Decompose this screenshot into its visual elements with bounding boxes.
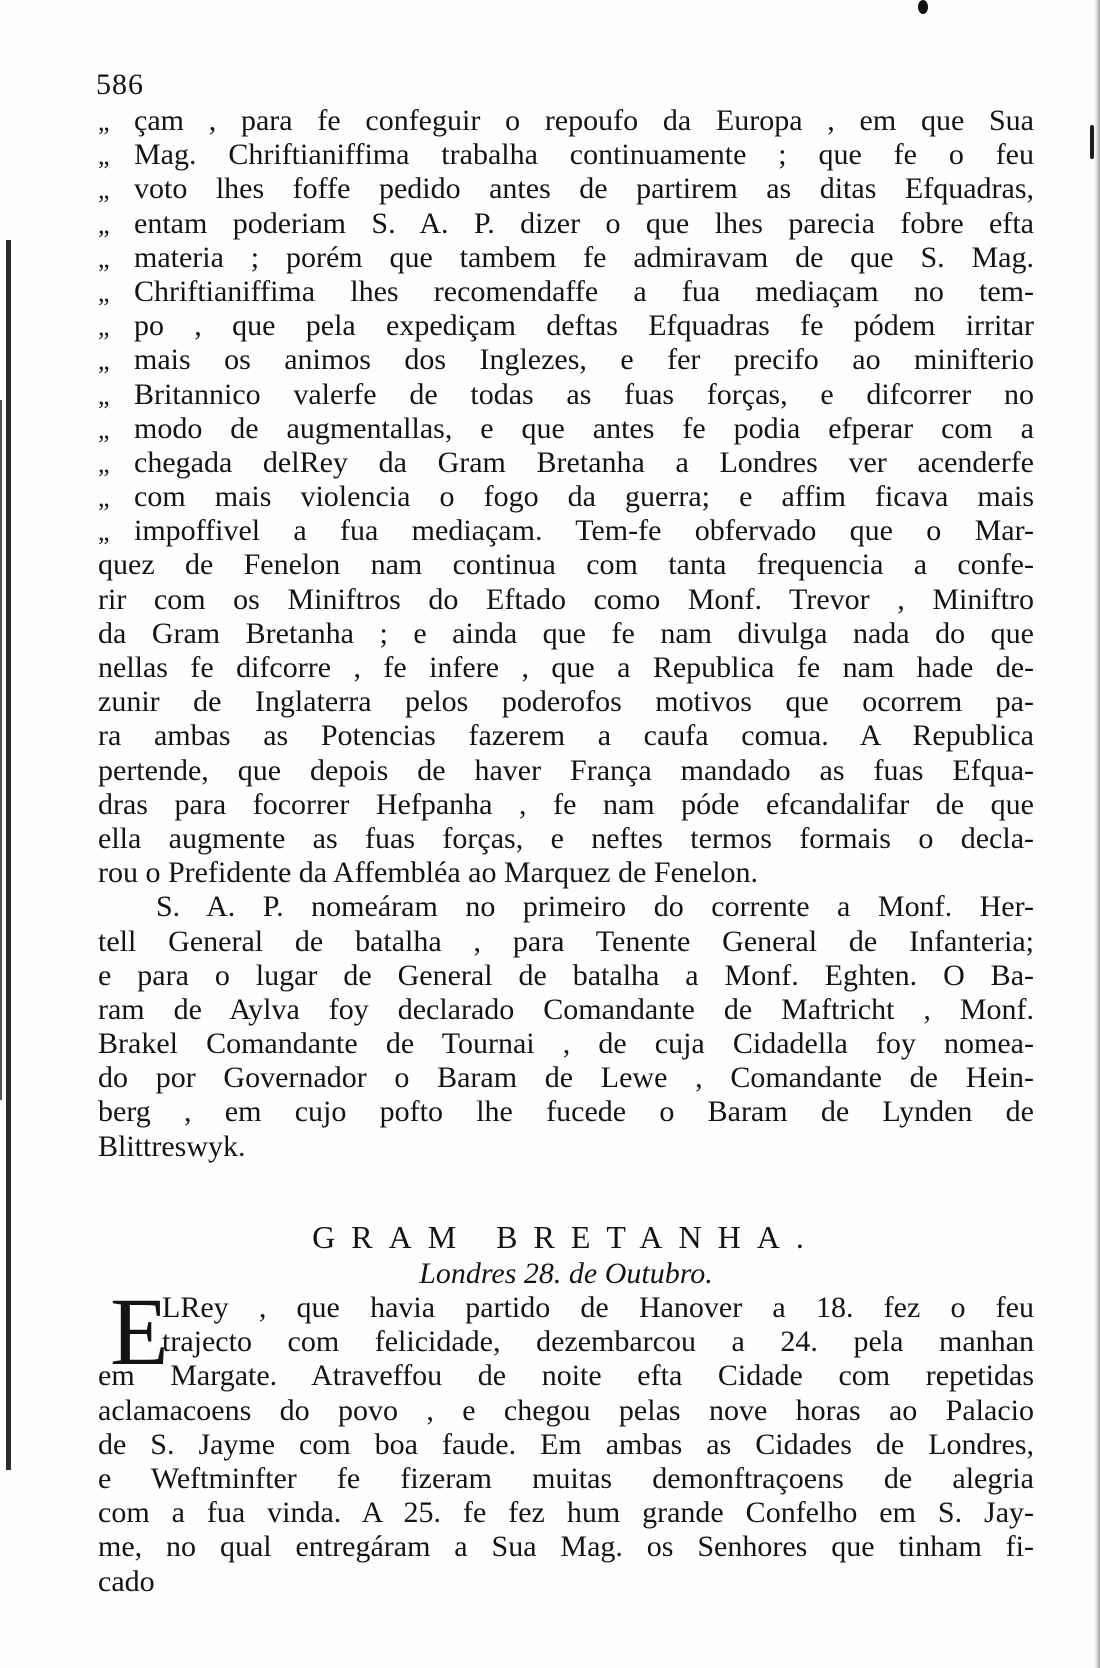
text-line xyxy=(98,343,1034,377)
text-line xyxy=(98,1325,1034,1359)
line-text: dras para focorrer Hefpanha , fe nam póde efcandalifar de que xyxy=(98,787,1034,821)
page-edge-shadow xyxy=(1094,0,1100,1668)
line-text: em Margate. Atraveffou de noite efta Cidade com repetidas xyxy=(98,1359,1034,1393)
text-line xyxy=(98,788,1034,822)
section-text xyxy=(98,1291,1034,1599)
text-line xyxy=(98,685,1034,719)
line-text: e Weftminfter fe fizeram muitas demonftraçoens de alegria xyxy=(98,1461,1034,1495)
text-line xyxy=(98,1061,1034,1095)
text-line xyxy=(98,993,1034,1027)
text-line xyxy=(98,754,1034,788)
text-line xyxy=(98,1428,1034,1462)
drop-cap: E xyxy=(110,1278,169,1385)
text-line xyxy=(98,890,1034,924)
line-text: çam , para fe confeguir o repoufo da Europa , em que Sua xyxy=(134,104,1034,137)
quote-mark: „ xyxy=(98,312,110,342)
text-line xyxy=(98,856,1034,890)
line-text: zunir de Inglaterra pelos poderofos motivos que ocorrem pa- xyxy=(98,685,1034,719)
line-text: com mais violencia o fogo da guerra; e affim ficava mais xyxy=(134,480,1034,514)
text-line xyxy=(98,138,1034,172)
text-line xyxy=(98,925,1034,959)
line-text: com a fua vinda. A 25. fe fez hum grande Confelho em S. Jay- xyxy=(98,1496,1034,1530)
text-line xyxy=(98,548,1034,582)
quoted-passage xyxy=(98,104,1034,548)
line-text: entam poderiam S. A. P. dizer o que lhes parecia fobre efta xyxy=(134,206,1034,240)
line-text: rir com os Miniftros do Eftado como Monf. Trevor , Miniftro xyxy=(98,582,1034,616)
line-text: Brakel Comandante de Tournai , de cuja Cidadella foy nomea- xyxy=(98,1027,1034,1061)
line-text: ram de Aylva foy declarado Comandante de Maftricht , Monf. xyxy=(98,992,1034,1026)
text-line xyxy=(98,1565,1034,1599)
text-line xyxy=(98,1496,1034,1530)
line-text: e para o lugar de General de batalha a Monf. Eghten. O Ba- xyxy=(98,958,1034,992)
line-text: ella augmente as fuas forças, e neftes termos formais o decla- xyxy=(98,821,1034,855)
line-text: trajecto com felicidade, dezembarcou a 24. pela manhan xyxy=(162,1325,1034,1359)
quote-mark: „ xyxy=(98,243,110,273)
text-line xyxy=(98,1462,1034,1496)
text-line xyxy=(98,583,1034,617)
text-line xyxy=(98,1095,1034,1129)
text-line xyxy=(98,1530,1034,1564)
text-line xyxy=(98,1291,1034,1325)
line-text: pertende, que depois de haver França mandado as fuas Efqua- xyxy=(98,753,1034,787)
scan-edge-mark-thin xyxy=(0,400,2,1100)
text-line xyxy=(98,822,1034,856)
text-line xyxy=(98,480,1034,514)
quote-mark: „ xyxy=(98,346,110,376)
quote-mark: „ xyxy=(98,517,110,547)
text-line xyxy=(98,172,1034,206)
text-line xyxy=(98,651,1034,685)
line-text: nellas fe difcorre , fe infere , que a Republica fe nam hade de- xyxy=(98,651,1034,684)
quote-mark: „ xyxy=(98,448,110,478)
text-line xyxy=(98,1130,1034,1164)
text-line xyxy=(98,207,1034,241)
paragraph-continuation xyxy=(98,548,1034,890)
section-heading: GRAM BRETANHA. xyxy=(312,1219,820,1255)
scan-edge-mark xyxy=(6,240,11,1470)
line-text: Chriftianiffima lhes recomendaffe a fua mediaçam no tem- xyxy=(134,274,1034,308)
text-line xyxy=(98,378,1034,412)
text-line xyxy=(98,412,1034,446)
quote-mark: „ xyxy=(98,414,110,444)
line-text: po , que pela expediçam deftas Efquadras fe pódem irritar xyxy=(134,309,1034,343)
text-line xyxy=(98,275,1034,309)
quote-mark: „ xyxy=(98,107,110,136)
line-text: ra ambas as Potencias fazerem a caufa comua. A Republica xyxy=(98,719,1034,753)
line-text: chegada delRey da Gram Bretanha a Londres ver acenderfe xyxy=(134,445,1034,479)
line-text: cado xyxy=(98,1564,155,1598)
quote-mark: „ xyxy=(98,380,110,410)
text-line xyxy=(98,617,1034,651)
ink-blot xyxy=(918,0,928,14)
line-text: rou o Prefidente da Affembléa ao Marquez de Fenelon. xyxy=(98,856,759,890)
quote-mark: „ xyxy=(98,277,110,307)
text-line xyxy=(98,1359,1034,1393)
line-text: aclamacoens do povo , e chegou pelas nove horas ao Palacio xyxy=(98,1393,1034,1427)
line-text: LRey , que havia partido de Hanover a 18. fez o feu xyxy=(162,1291,1034,1324)
line-text: me, no qual entregáram a Sua Mag. os Senhores que tinham fi- xyxy=(98,1530,1034,1564)
quote-mark: „ xyxy=(98,483,110,513)
text-line xyxy=(98,446,1034,480)
page-number: 586 xyxy=(96,68,144,101)
line-text: quez de Fenelon nam continua com tanta frequencia a confe- xyxy=(98,548,1034,582)
line-text: tell General de batalha , para Tenente General de Infanteria; xyxy=(98,924,1034,958)
line-text: Britannico valerfe de todas as fuas forças, e difcorrer no xyxy=(134,377,1034,411)
text-line xyxy=(98,241,1034,275)
text-line xyxy=(98,309,1034,343)
section-paragraph xyxy=(98,1291,1034,1599)
line-text: materia ; porém que tambem fe admiravam de que S. Mag. xyxy=(134,240,1034,274)
quote-mark: „ xyxy=(98,209,110,239)
line-text: de S. Jayme com boa faude. Em ambas as Cidades de Londres, xyxy=(98,1427,1034,1461)
line-text: impoffivel a fua mediaçam. Tem-fe obfervado que o Mar- xyxy=(134,514,1034,548)
line-text: Mag. Chriftianiffima trabalha continuamente ; que fe o feu xyxy=(134,138,1034,172)
text-line xyxy=(98,1027,1034,1061)
line-text: do por Governador o Baram de Lewe , Comandante de Hein- xyxy=(98,1061,1034,1095)
line-text: S. A. P. nomeáram no primeiro do corrente a Monf. Her- xyxy=(156,890,1034,924)
line-text: berg , em cujo pofto lhe fucede o Baram de Lynden de xyxy=(98,1095,1034,1129)
text-line xyxy=(98,104,1034,138)
line-text: modo de augmentallas, e que antes fe podia efperar com a xyxy=(134,411,1034,445)
text-line xyxy=(98,514,1034,548)
text-line xyxy=(98,959,1034,993)
dateline: Londres 28. de Outubro. xyxy=(419,1257,713,1290)
scan-edge-tick xyxy=(1090,125,1094,159)
line-text: Blittreswyk. xyxy=(98,1129,246,1163)
line-text: mais os animos dos Inglezes, e fer precifo ao minifterio xyxy=(134,343,1034,377)
quote-mark: „ xyxy=(98,175,110,205)
line-text: voto lhes foffe pedido antes de partirem as ditas Efquadras, xyxy=(134,172,1034,206)
text-line xyxy=(98,719,1034,753)
line-text: da Gram Bretanha ; e ainda que fe nam divulga nada do que xyxy=(98,616,1034,650)
text-line xyxy=(98,1394,1034,1428)
quote-mark: „ xyxy=(98,141,110,171)
main-text xyxy=(98,104,1034,1164)
paragraph-appointments xyxy=(98,890,1034,1164)
